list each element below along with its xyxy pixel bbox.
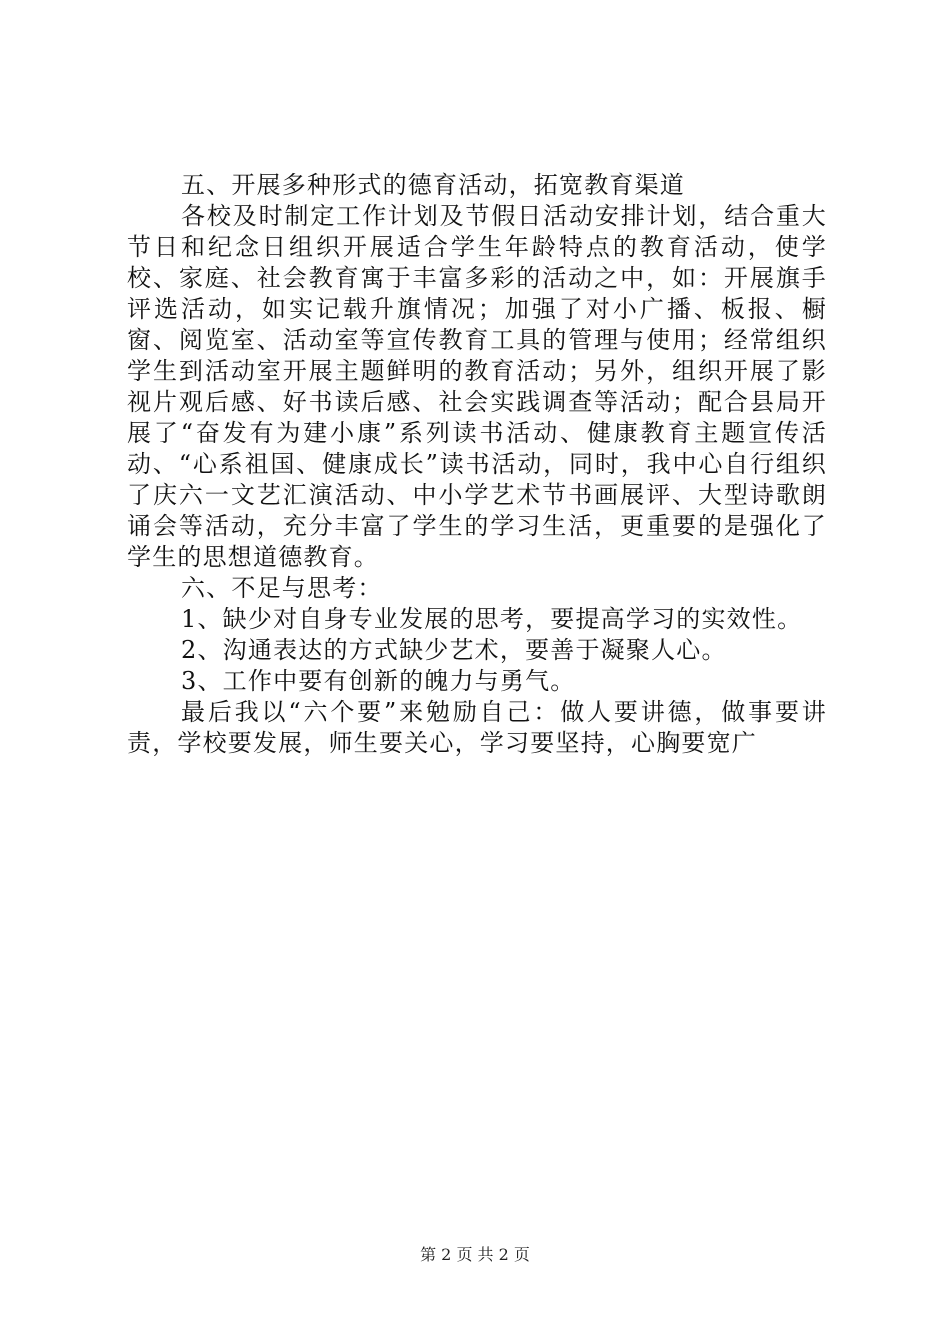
section-heading-five: 五、开展多种形式的德育活动，拓宽教育渠道 [181,171,685,199]
list-item-3: 3、工作中要有创新的魄力与勇气。 [181,667,576,695]
page-footer: 第 2 页 共 2 页 [420,1245,530,1264]
section-heading-six: 六、不足与思考： [181,574,383,602]
list-item-1: 1、缺少对自身专业发展的思考，要提高学习的实效性。 [181,605,803,633]
body-paragraph: 各校及时制定工作计划及节假日活动安排计划，结合重大节日和纪念日组织开展适合学生年龄特点的教育活动，使学校、家庭、社会教育寓于丰富多彩的活动之中，如：开展旗手评选活动，如实记载升旗情况；加强了对小广播、板报、橱窗、阅览室、活动室等宣传教育工具的管理与使用；经常组织学生到活动室开展主题鲜明的教育活动；另外，组织开展了影视片观后感、好书读后感、社会实践调查等活动；配合县局开展了“奋发有为建小康”系列读书活动、健康教育主题宣传活动、“心系祖国、健康成长”读书活动，同时，我中心自行组织了庆六一文艺汇演活动、中小学艺术节书画展评、大型诗歌朗诵会等活动，充分丰富了学生的学习生活，更重要的是强化了学生的思想道德教育。 [127,202,827,571]
closing-paragraph: 最后我以“六个要”来勉励自己：做人要讲德，做事要讲责，学校要发展，师生要关心，学习要坚持，心胸要宽广 [127,698,827,757]
document-body [127,170,827,759]
list-item-2: 2、沟通表达的方式缺少艺术，要善于凝聚人心。 [181,636,727,664]
